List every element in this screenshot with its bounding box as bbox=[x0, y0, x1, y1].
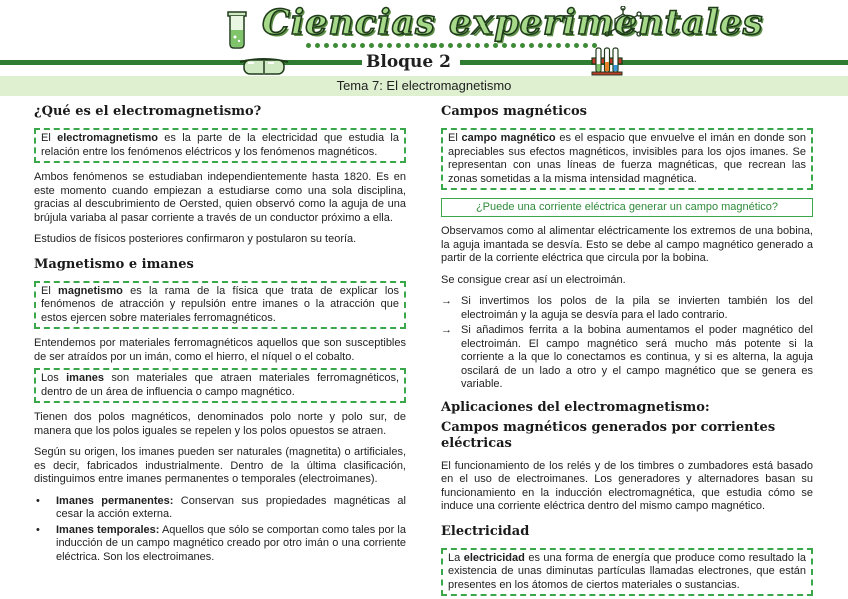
definition-box-campo bbox=[441, 128, 813, 190]
definition-term: campo magnético bbox=[461, 132, 556, 144]
definition-pre: El bbox=[41, 132, 58, 144]
paragraph: Entendemos por materiales ferromagnéticos aquellos que son susceptibles de ser atraídos por un imán, como el hierro, el níquel o el cobalto. bbox=[34, 337, 406, 363]
definition-box-magnetismo bbox=[34, 281, 406, 330]
beaker-icon bbox=[222, 10, 252, 50]
arrow-marker: → bbox=[441, 295, 452, 307]
list-item-term: Imanes temporales: bbox=[56, 523, 160, 536]
magnet-types-list bbox=[34, 495, 406, 565]
definition-pre: La bbox=[448, 551, 464, 564]
definition-box-electricidad bbox=[441, 548, 813, 597]
paragraph: Se consigue crear así un electroimán. bbox=[441, 273, 626, 286]
section-heading-campos: Campos magnéticos bbox=[441, 104, 587, 119]
list-item-term: Imanes permanentes: bbox=[56, 494, 174, 507]
paragraph: Observamos como al alimentar eléctricamente los extremos de una bobina, la aguja imantada se desvía. Esto se debe al campo magnético generado a partir de la corriente eléctrica que circula por la bobina. bbox=[441, 225, 813, 264]
definition-post: es la parte de la electricidad que estudia la relación entre los fenómenos eléctricos y los fenómenos magnéticos. bbox=[41, 132, 399, 158]
definition-text bbox=[41, 132, 399, 159]
definition-box-electromagnetismo bbox=[34, 128, 406, 163]
list-item bbox=[34, 524, 406, 565]
definition-pre: El bbox=[41, 284, 59, 297]
left-column bbox=[34, 104, 406, 572]
list-item-text: Aquellos que sólo se comportan como tales por la inducción de un campo magnético creado por otro imán o una corriente eléctrica. Son los electroimanes. bbox=[56, 523, 406, 563]
page-header bbox=[0, 0, 848, 96]
definition-post: es el espacio que envuelve el imán en donde son apreciables sus efectos magnéticos, invisibles para los ojos imanes. Se representan con unas líneas de fuerza magnéticas, que recrean las zonas sometidas a la misma intensidad magnética. bbox=[448, 132, 806, 185]
paragraph: Tienen dos polos magnéticos, denominados polo norte y polo sur, de manera que los polos iguales se repelen y los polos opuestos se atraen. bbox=[34, 411, 406, 437]
definition-post: es la rama de la física que trata de explicar los fenómenos de atracción y repulsión entre imanes o la atracción que estos ejercen sobre materiales ferromagnéticos. bbox=[41, 284, 399, 324]
list-item-text: Si invertimos los polos de la pila se invierten también los del electroimán y la aguja se desvía para el lado contrario. bbox=[461, 295, 813, 321]
section-heading-magnetismo: Magnetismo e imanes bbox=[34, 256, 194, 272]
definition-term: magnetismo bbox=[58, 284, 123, 297]
list-item-text: Si añadimos ferrita a la bobina aumentamos el poder magnético del electroimán. El campo magnético será mucho más potente si la corriente a la que lo conectamos es continua, y si es alterna, la aguja oscilará de un lado a otro y el campo magnético que se genera es variable. bbox=[461, 324, 813, 390]
paragraph: Según su origen, los imanes pueden ser naturales (magnetita) o artificiales, es decir, fabricados industrialmente. Dentro de la última clasificación, distinguimos entre imanes permanentes o temporales (electroimanes). bbox=[34, 446, 406, 485]
goggles-icon bbox=[238, 54, 290, 78]
paragraph: El funcionamiento de los relés y de los timbres o zumbadores está basado en el uso de electroimanes. Los generadores y alternadores basan su funcionamiento en la inducción electromagnética, que estudia cómo se induce una corriente eléctrica dentro del mismo campo magnético. bbox=[441, 459, 813, 512]
right-column bbox=[441, 104, 813, 599]
title-dots-left bbox=[306, 43, 437, 49]
header-bar-left bbox=[0, 60, 362, 65]
definition-box-imanes bbox=[34, 368, 406, 403]
topic-band: Tema 7: El electromagnetismo bbox=[0, 76, 848, 96]
question-box: ¿Puede una corriente eléctrica generar un campo magnético? bbox=[441, 198, 813, 217]
molecule-icon bbox=[598, 6, 648, 44]
section-heading-aplicaciones: Aplicaciones del electromagnetismo: bbox=[441, 399, 710, 415]
definition-pre: Los bbox=[41, 372, 67, 384]
page-title: Ciencias experimentales bbox=[262, 2, 764, 43]
paragraph: Ambos fenómenos se estudiaban independientemente hasta 1820. Es en este momento cuando empiezan a estudiarse como una sola disciplina, gracias al descubrimiento de Oersted, quien observó como la aguja de una brújula variaba al pasar corriente a través de un conductor próximo a ella. bbox=[34, 171, 406, 224]
bloque-label: Bloque 2 bbox=[366, 52, 451, 72]
electroiman-list bbox=[441, 295, 813, 392]
definition-text bbox=[448, 132, 806, 186]
list-item bbox=[34, 495, 406, 522]
list-item bbox=[441, 295, 813, 322]
paragraph: Estudios de físicos posteriores confirmaron y postularon su teoría. bbox=[34, 233, 357, 245]
definition-post: son materiales que atraen materiales ferromagnéticos, dentro de un área de influencia o campo magnético. bbox=[41, 372, 399, 398]
section-heading-electricidad: Electricidad bbox=[441, 523, 530, 539]
section-heading-campos-generados: Campos magnéticos generados por corrientes eléctricas bbox=[441, 419, 776, 451]
definition-term: electricidad bbox=[463, 551, 525, 564]
definition-post: es una forma de energía que produce como resultado la existencia de unas diminutas partículas llamadas electrones, que están presentes en los átomos de ciertos materiales o sustancias. bbox=[448, 551, 807, 591]
definition-text bbox=[41, 372, 399, 399]
bullet-marker: • bbox=[36, 523, 40, 536]
title-dots-right bbox=[430, 43, 597, 49]
definition-term: imanes bbox=[66, 372, 105, 384]
definition-text bbox=[448, 552, 806, 593]
definition-pre: El bbox=[448, 132, 462, 144]
section-heading-electromagnetismo: ¿Qué es el electromagnetismo? bbox=[34, 104, 262, 119]
test-tubes-icon bbox=[590, 44, 624, 76]
definition-text bbox=[41, 285, 399, 326]
list-item-text: Conservan sus propiedades magnéticas al cesar la acción externa. bbox=[56, 494, 406, 520]
bullet-marker: • bbox=[36, 494, 40, 507]
header-bar-right bbox=[460, 60, 848, 65]
list-item bbox=[441, 324, 813, 392]
definition-term: electromagnetismo bbox=[57, 132, 158, 144]
arrow-marker: → bbox=[441, 324, 452, 336]
